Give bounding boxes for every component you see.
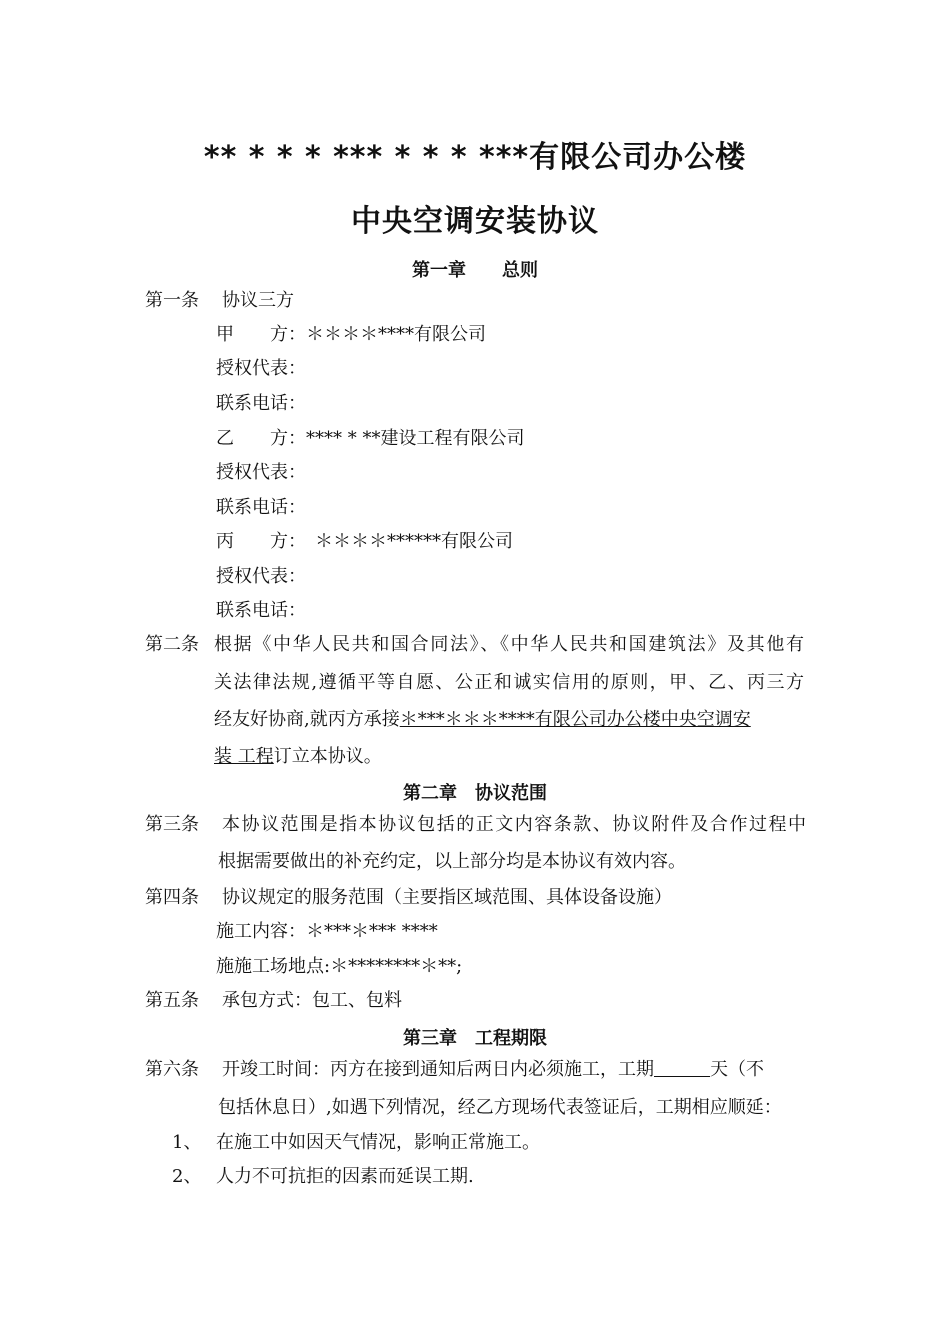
- party-b-name: 乙 方：**** * **建设工程有限公司: [216, 428, 525, 449]
- article-2-line4: [214, 745, 382, 769]
- article-4-text: 协议规定的服务范围（主要指区域范围、具体设备设施）: [222, 887, 672, 908]
- list-item-2-number: 2、: [172, 1166, 202, 1187]
- article-1-text: 协议三方: [222, 290, 294, 311]
- chapter-1-heading: 第一章 总则: [412, 260, 538, 281]
- article-6-line1: [222, 1058, 764, 1082]
- list-item-1-text: 在施工中如因天气情况，影响正常施工。: [216, 1132, 540, 1153]
- party-a-phone: 联系电话：: [216, 393, 306, 414]
- chapter-3-heading: 第三章 工程期限: [403, 1028, 547, 1049]
- duration-blank: [654, 1058, 710, 1077]
- article-5-label: 第五条: [145, 990, 199, 1011]
- article-2-line1: 根据《中华人民共和国合同法》、《中华人民共和国建筑法》及其他有: [214, 634, 804, 655]
- document-title-line1: ** * * * *** * * * ***有限公司办公楼: [203, 140, 747, 175]
- article-2-label: 第二条: [145, 634, 199, 655]
- list-item-2-text: 人力不可抗拒的因素而延误工期.: [216, 1166, 474, 1187]
- party-c-name: 丙 方： ＊＊＊＊******有限公司: [216, 531, 513, 552]
- party-a-name: 甲 方：＊＊＊＊****有限公司: [216, 324, 486, 345]
- article-3-line2: 根据需要做出的补充约定，以上部分均是本协议有效内容。: [218, 851, 686, 872]
- article-5-text: 承包方式：包工、包料: [222, 990, 402, 1011]
- article-2-line4-text: 订立本协议。: [273, 746, 382, 767]
- party-c-phone: 联系电话：: [216, 600, 306, 621]
- list-item-1-number: 1、: [172, 1132, 202, 1153]
- article-6-label: 第六条: [145, 1059, 199, 1080]
- article-2-line3-text: 经友好协商,就丙方承接: [214, 709, 400, 730]
- party-c-representative: 授权代表：: [216, 566, 306, 587]
- article-4-label: 第四条: [145, 887, 199, 908]
- project-name-underlined: ＊***＊＊＊****有限公司办公楼中央空调安: [399, 709, 751, 730]
- article-4-content: 施工内容：＊***＊*** ****: [216, 921, 438, 942]
- party-a-representative: 授权代表：: [216, 358, 306, 379]
- article-2-line2: 关法律法规,遵循平等自愿、公正和诚实信用的原则，甲、乙、丙三方: [214, 672, 804, 693]
- project-name-underlined-cont: 装 工程: [214, 746, 274, 767]
- article-6-line2: 包括休息日）,如遇下列情况，经乙方现场代表签证后，工期相应顺延：: [218, 1097, 782, 1118]
- article-3-label: 第三条: [145, 814, 199, 835]
- chapter-2-heading: 第二章 协议范围: [403, 783, 547, 804]
- article-6-line1-end: 天（不: [710, 1059, 764, 1080]
- article-2-line3: [214, 708, 751, 732]
- party-b-phone: 联系电话：: [216, 497, 306, 518]
- article-1-label: 第一条: [145, 290, 199, 311]
- article-4-site: 施施工场地点:＊********＊**;: [216, 956, 463, 977]
- party-b-representative: 授权代表：: [216, 462, 306, 483]
- article-6-line1-text: 开竣工时间：丙方在接到通知后两日内必须施工，工期: [222, 1059, 654, 1080]
- document-title-line2: 中央空调安装协议: [351, 204, 599, 239]
- article-3-line1: 本协议范围是指本协议包括的正文内容条款、协议附件及合作过程中: [222, 814, 806, 835]
